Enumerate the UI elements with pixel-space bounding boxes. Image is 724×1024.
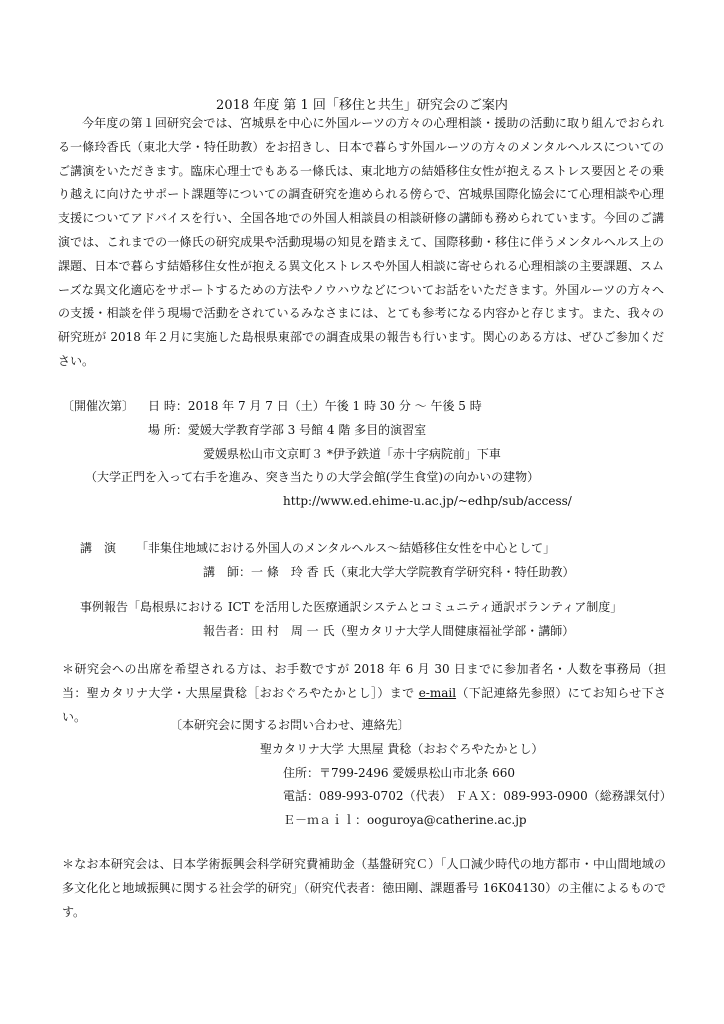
access-url-link[interactable]: http://www.ed.ehime-u.ac.jp/~edhp/sub/access/	[283, 494, 572, 508]
schedule-heading: 〔開催次第〕	[62, 399, 135, 413]
schedule-place: 場 所：愛媛大学教育学部 3 号館 4 階 多目的演習室	[148, 423, 427, 437]
case-report-title: 事例報告「島根県における ICT を活用した医療通訳システムとコミュニティ通訳ボランティア制度」	[80, 600, 623, 614]
rsvp-text-after: （下記連絡先参照）にてお知らせ下さい。	[62, 685, 666, 724]
lecture-title: 「非集住地域における外国人のメンタルヘルス〜結婚移住女性を中心として」	[136, 541, 556, 555]
rsvp-text-before: ＊研究会への出席を希望される方は、お手数ですが 2018 年 6 月 30 日までに参加者名・人数を事務局（担当：聖カタリナ大学・大黒屋貴稔［おおぐろやたかとし］）まで	[62, 662, 666, 700]
contact-address: 住所：〒799-2496 愛媛県松山市北条 660	[283, 766, 516, 780]
funding-paragraph: ＊なお本研究会は、日本学術振興会科学研究費補助金（基盤研究Ｃ）「人口減少時代の地方都市・中山間地域の多文化化と地域振興に関する社会学的研究」（研究代表者：徳田剛、課題番号 16K04130）の主催によるものです。	[62, 857, 666, 919]
contact-email[interactable]: ooguroya@catherine.ac.jp	[367, 813, 527, 827]
page-title: 2018 年度 第 1 回「移住と共生」研究会のご案内	[216, 98, 508, 113]
schedule-address: 愛媛県松山市文京町３ *伊予鉄道「赤十字病院前」下車	[203, 447, 501, 461]
contact-email-label: Ｅ－ｍａｉｌ：	[283, 813, 368, 827]
contact-phone: 電話：089-993-0702（代表） ＦＡＸ：089-993-0900（総務課気付）	[283, 789, 672, 803]
lecture-speaker: 講 師：一 條 玲 香 氏（東北大学大学院教育学研究科・特任助教）	[203, 565, 575, 579]
contact-heading: 〔本研究会に関するお問い合わせ、連絡先〕	[170, 718, 410, 732]
intro-paragraph: 今年度の第１回研究会では、宮城県を中心に外国ルーツの方々の心理相談・援助の活動に取り組んでおられる一條玲香氏（東北大学・特任助教）をお招きし、日本で暮らす外国ルーツの方々のメンタルヘルスについてのご講演をいただきます。臨床心理士でもある一條氏は、東北地方の結婚移住女性が抱えるストレス要因とその乗り越えに向けたサポート課題等についての調査研究を進められる傍らで、宮城県国際化協会にて心理相談や心理支援についてアドバイスを行い、全国各地での外国人相談員の相談研修の講師も務められています。今回のご講演では、これまでの一條氏の研究成果や活動現場の知見を踏まえて、国際移動・移住に伴うメンタルヘルス上の課題、日本で暮らす結婚移住女性が抱える異文化ストレスや外国人相談に寄せられる心理相談の主要課題、スムーズな異文化適応をサポートするための方法やノウハウなどについてお話をいただきます。外国ルーツの方々への支援・相談を伴う現場で活動をされているみなさまには、とても参考になる内容かと存じます。また、我々の研究班が 2018 年２月に実施した島根県東部での調査成果の報告も行います。関心のある方は、ぜひご参加ください。	[58, 116, 664, 368]
contact-email-row	[283, 812, 527, 828]
rsvp-email-link[interactable]: e-mail	[418, 685, 457, 700]
schedule-date: 日 時：2018 年 7 月 7 日（土）午後 1 時 30 分 〜 午後 5 時	[148, 399, 482, 413]
lecture-label: 講 演	[80, 541, 117, 555]
case-report-reporter: 報告者：田 村 周 一 氏（聖カタリナ大学人間健康福祉学部・講師）	[203, 624, 575, 638]
contact-name: 聖カタリナ大学 大黒屋 貴稔（おおぐろやたかとし）	[260, 742, 544, 756]
schedule-directions: （大学正門を入って右手を進み、突き当たりの大学会館(学生食堂)の向かいの建物）	[85, 470, 540, 484]
